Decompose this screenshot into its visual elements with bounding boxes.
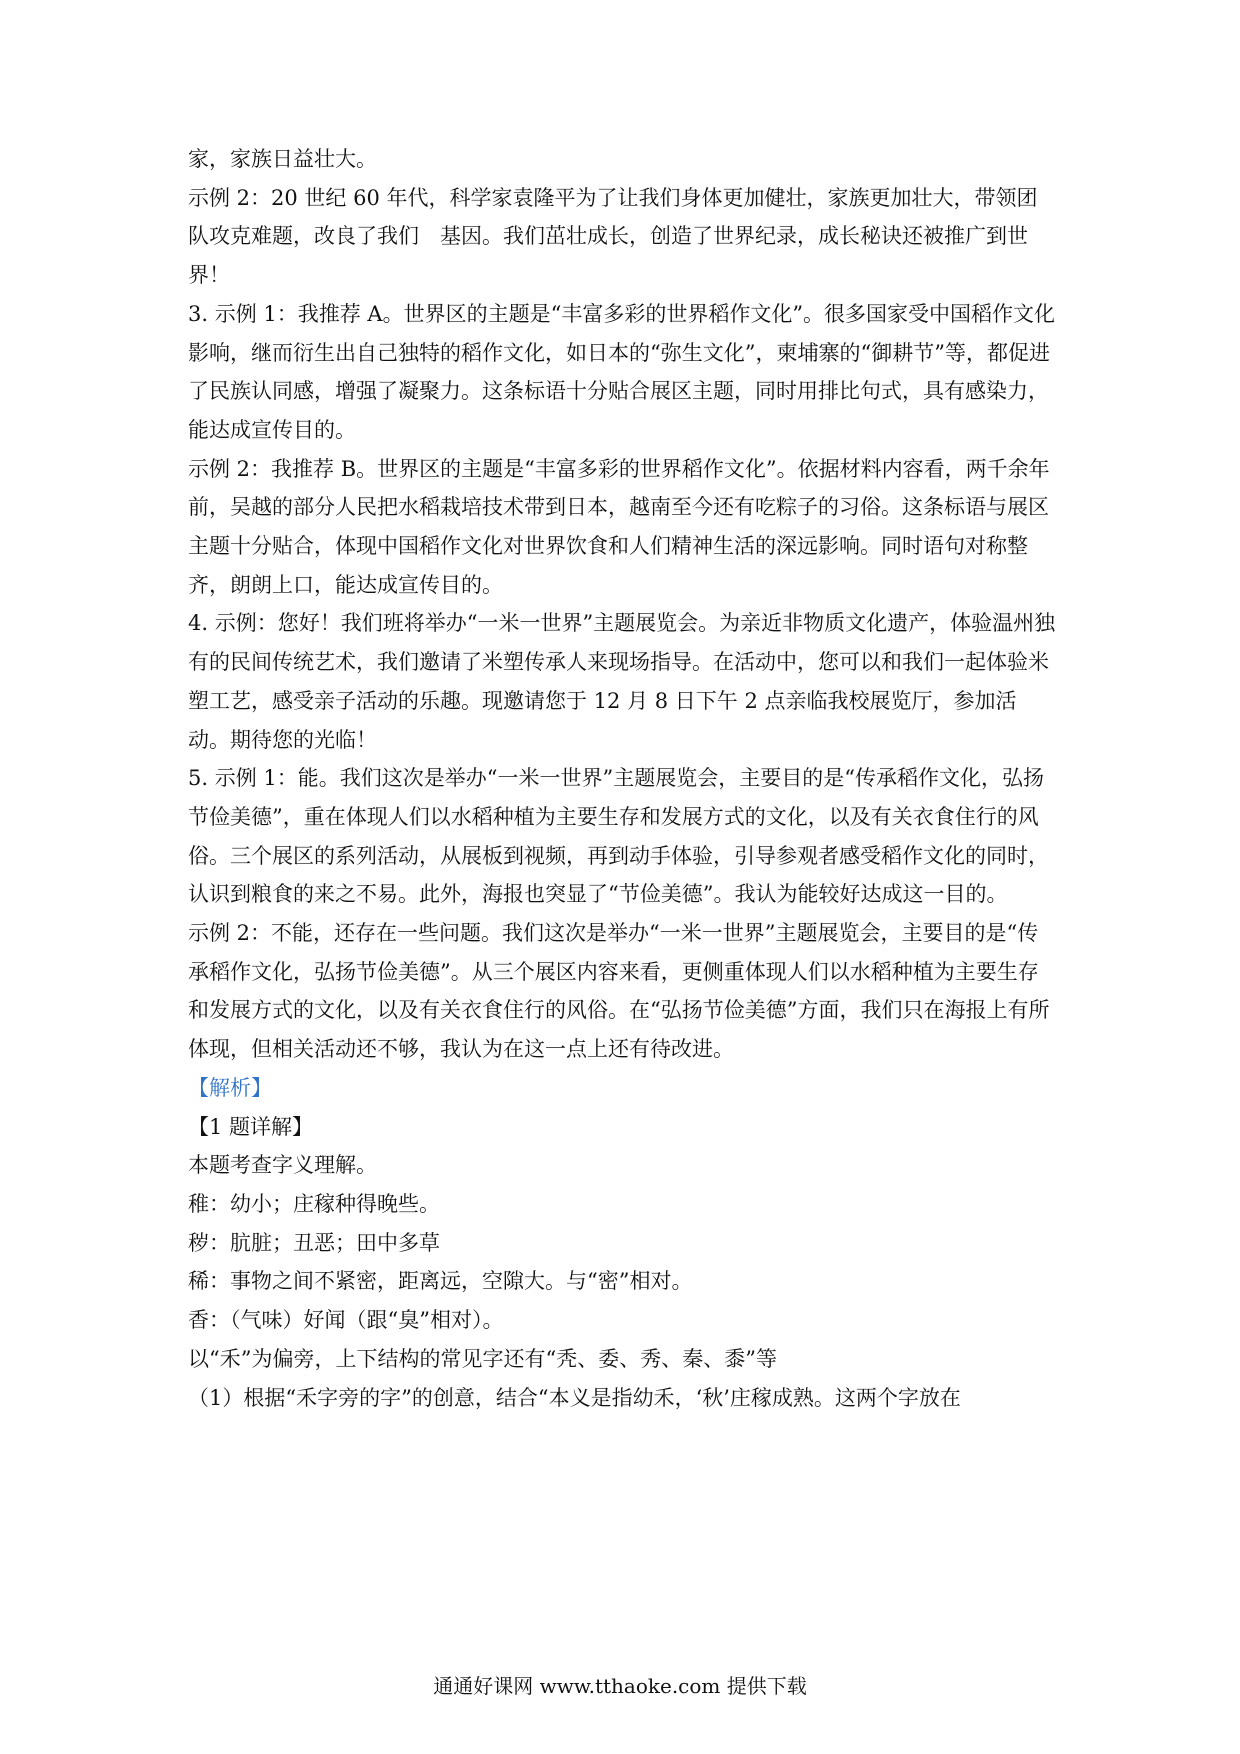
analysis-line-4: 秽：肮脏；丑恶；田中多草: [188, 1230, 440, 1255]
page-footer: 通通好课网 www.tthaoke.com 提供下载: [433, 1674, 807, 1698]
analysis-line-7: 以“禾”为偏旁，上下结构的常见字还有“秃、委、秀、秦、黍”等: [188, 1346, 777, 1371]
document-content: [188, 140, 1058, 1417]
analysis-line-1: 【1 题详解】: [188, 1114, 314, 1139]
analysis-heading: 【解析】: [188, 1075, 272, 1100]
paragraph-7: 示例 2：不能，还存在一些问题。我们这次是举办“一米一世界”主题展览会，主要目的是“传承稻作文化，弘扬节俭美德”。从三个展区内容来看，更侧重体现人们以水稻种植为主要生存和发展方式的文化，以及有关衣食住行的风俗。在“弘扬节俭美德”方面，我们只在海报上有所体现，但相关活动还不够，我认为在这一点上还有待改进。: [188, 921, 1050, 1062]
analysis-line-2: 本题考查字义理解。: [188, 1153, 377, 1178]
analysis-line-6: 香：（气味）好闻（跟“臭”相对）。: [188, 1308, 504, 1333]
paragraph-2: 示例 2：20 世纪 60 年代，科学家袁隆平为了让我们身体更加健壮，家族更加壮大，带领团队攻克难题，改良了我们 基因。我们茁壮成长，创造了世界纪录，成长秘诀还被推广到世界！: [188, 185, 1038, 288]
analysis-line-5: 稀：事物之间不紧密，距离远，空隙大。与“密”相对。: [188, 1269, 693, 1294]
analysis-line-3: 稚：幼小；庄稼种得晚些。: [188, 1191, 440, 1216]
paragraph-4: 示例 2：我推荐 B。世界区的主题是“丰富多彩的世界稻作文化”。依据材料内容看，两千余年前，吴越的部分人民把水稻栽培技术带到日本，越南至今还有吃粽子的习俗。这条标语与展区主题十分贴合，体现中国稻作文化对世界饮食和人们精神生活的深远影响。同时语句对称整齐，朗朗上口，能达成宣传目的。: [188, 456, 1050, 597]
paragraph-6: 5. 示例 1：能。我们这次是举办“一米一世界”主题展览会，主要目的是“传承稻作文化，弘扬节俭美德”，重在体现人们以水稻种植为主要生存和发展方式的文化，以及有关衣食住行的风俗。三个展区的系列活动，从展板到视频，再到动手体验，引导参观者感受稻作文化的同时，认识到粮食的来之不易。此外，海报也突显了“节俭美德”。我认为能较好达成这一目的。: [188, 766, 1049, 907]
paragraph-3: 3. 示例 1：我推荐 A。世界区的主题是“丰富多彩的世界稻作文化”。很多国家受中国稻作文化影响，继而衍生出自己独特的稻作文化，如日本的“弥生文化”，柬埔寨的“御耕节”等，都促进了民族认同感，增强了凝聚力。这条标语十分贴合展区主题，同时用排比句式，具有感染力，能达成宣传目的。: [188, 301, 1056, 442]
paragraph-5: 4. 示例：您好！我们班将举办“一米一世界”主题展览会。为亲近非物质文化遗产，体验温州独有的民间传统艺术，我们邀请了米塑传承人来现场指导。在活动中，您可以和我们一起体验米塑工艺，感受亲子活动的乐趣。现邀请您于 12 月 8 日下午 2 点亲临我校展览厅，参加活动。期待您的光临！: [188, 611, 1056, 752]
paragraph-1: 家，家族日益壮大。: [188, 147, 377, 171]
analysis-line-8: （1）根据“禾字旁的字”的创意，结合“本义是指幼禾，‘秋’庄稼成熟。这两个字放在: [188, 1385, 961, 1410]
